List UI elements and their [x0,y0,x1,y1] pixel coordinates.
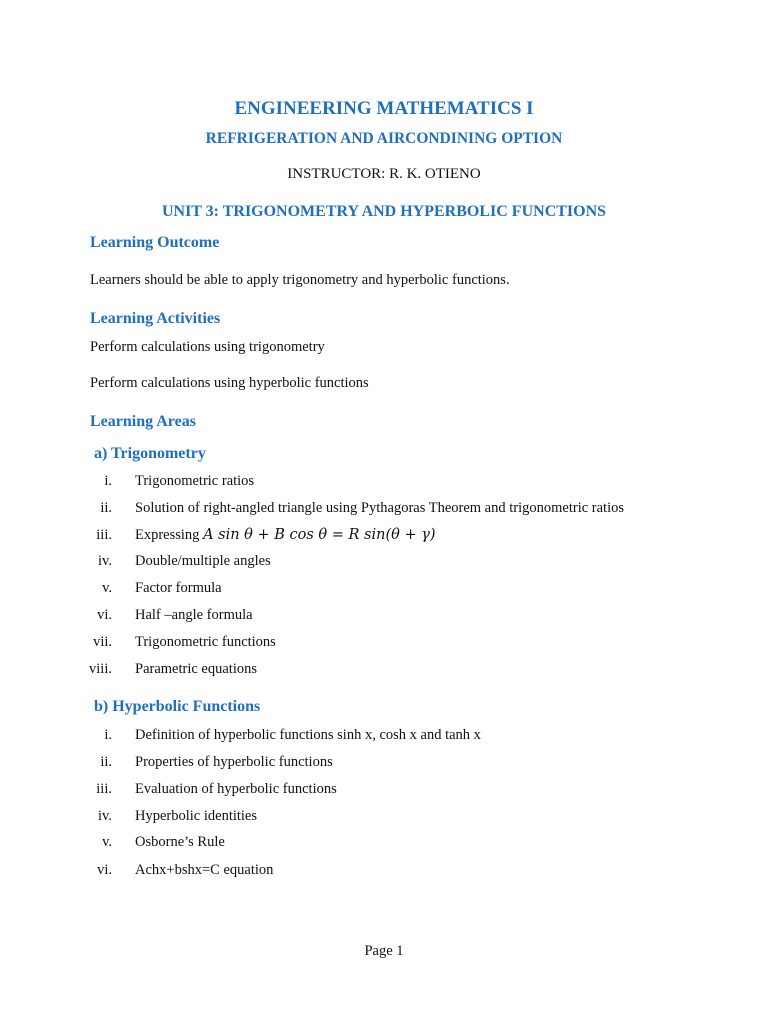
list-number: i. [104,727,112,743]
list-number: viii. [89,661,112,677]
list-number: ii. [100,500,112,516]
list-number: ii. [100,754,112,770]
learning-areas-heading: Learning Areas [90,413,196,430]
list-item [135,527,436,544]
list-item: Half –angle formula [135,607,253,623]
list-item: Definition of hyperbolic functions sinh x, cosh x and tanh x [135,727,481,743]
list-item: Double/multiple angles [135,553,271,569]
list-number: v. [102,580,112,596]
list-item: Trigonometric ratios [135,473,255,489]
list-item: Osborne’s Rule [135,834,225,850]
unit-title: UNIT 3: TRIGONOMETRY AND HYPERBOLIC FUNCTIONS [161,203,607,220]
list-item: Solution of right-angled triangle using Pythagoras Theorem and trigonometric ratios [135,500,625,516]
learning-activities-heading: Learning Activities [90,310,221,327]
list-item: Achx+bshx=C equation [135,862,274,878]
list-number: iv. [98,808,112,824]
list-number: iii. [96,781,112,797]
document-title: ENGINEERING MATHEMATICS I [234,98,534,119]
list-item: Factor formula [135,580,222,596]
list-number: v. [102,834,112,850]
trigonometry-heading: a) Trigonometry [94,445,206,462]
list-item-text: Expressing [135,527,204,543]
option-subtitle: REFRIGERATION AND AIRCONDINING OPTION [205,130,563,147]
list-number: vi. [97,607,112,623]
list-item: Hyperbolic identities [135,808,258,824]
list-item: Parametric equations [135,661,257,677]
instructor-line: INSTRUCTOR: R. K. OTIENO [287,166,481,182]
list-number: vi. [97,862,112,878]
list-item: Properties of hyperbolic functions [135,754,333,770]
list-item: Trigonometric functions [135,634,276,650]
list-number: i. [104,473,112,489]
learning-activity-item: Perform calculations using trigonometry [90,339,325,355]
hyperbolic-functions-heading: b) Hyperbolic Functions [94,698,261,715]
page-number: Page 1 [364,943,404,959]
list-number: iii. [96,527,112,543]
list-item: Evaluation of hyperbolic functions [135,781,337,797]
learning-outcome-heading: Learning Outcome [90,234,220,251]
list-number: iv. [98,553,112,569]
learning-activity-item: Perform calculations using hyperbolic functions [90,375,369,391]
list-number: vii. [93,634,112,650]
learning-outcome-text: Learners should be able to apply trigonometry and hyperbolic functions. [90,272,510,288]
math-expression: A sin θ + B cos θ = R sin(θ + γ) [203,527,436,543]
